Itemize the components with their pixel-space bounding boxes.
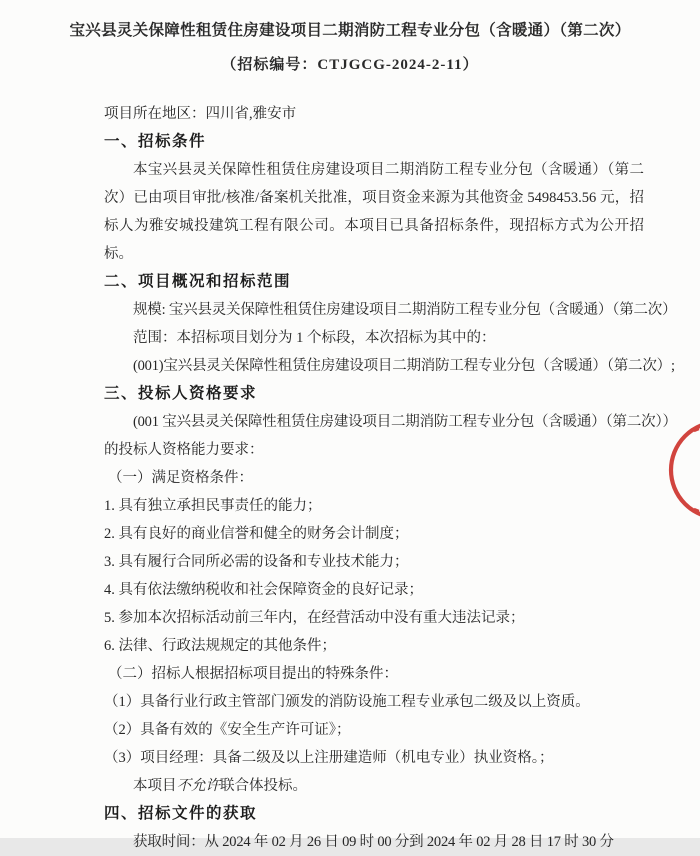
project-scope-line: 范围：本招标项目划分为 1 个标段，本次招标为其中的： — [133, 330, 496, 346]
obtain-time-line: 获取时间：从 2024 年 02 月 26 日 09 时 00 分到 2024 年 02 月 28 日 17 时 30 分 — [133, 834, 614, 850]
qualification-target-line2: 的投标人资格能力要求： — [104, 442, 264, 458]
special-condition-2: （2）具备有效的《安全生产许可证》； — [104, 722, 351, 738]
lot-001-line: (001)宝兴县灵关保障性租赁住房建设项目二期消防工程专业分包（含暖通）（第二次）; — [133, 358, 675, 374]
condition-item-3: 3. 具有履行合同所必需的设备和专业技术能力； — [104, 554, 409, 570]
condition-item-1: 1. 具有独立承担民事责任的能力； — [104, 498, 322, 514]
subsection-1-heading: （一）满足资格条件： — [108, 470, 253, 486]
condition-item-2: 2. 具有良好的商业信誉和健全的财务会计制度； — [104, 526, 409, 542]
consortium-note — [104, 772, 644, 800]
subsection-2-heading: （二）招标人根据招标项目提出的特殊条件： — [108, 666, 398, 682]
condition-item-6: 6. 法律、行政法规规定的其他条件； — [104, 638, 336, 654]
section-1-heading: 一、招标条件 — [104, 133, 207, 150]
document-title: 宝兴县灵关保障性租赁住房建设项目二期消防工程专业分包（含暖通）（第二次） — [69, 22, 631, 39]
condition-item-5: 5. 参加本次招标活动前三年内，在经营活动中没有重大违法记录； — [104, 610, 525, 626]
section-3-heading: 三、投标人资格要求 — [104, 385, 258, 402]
location-line: 项目所在地区：四川省,雅安市 — [104, 106, 297, 122]
consortium-note-suffix: 联合体投标。 — [220, 778, 307, 794]
consortium-note-prefix: 本项目 — [133, 778, 177, 794]
document-body — [104, 100, 677, 856]
tender-number: （招标编号：CTJGCG-2024-2-11） — [221, 57, 479, 73]
condition-item-4: 4. 具有依法缴纳税收和社会保障资金的良好记录； — [104, 582, 423, 598]
section-2-heading: 二、项目概况和招标范围 — [104, 273, 292, 290]
project-scale-line: 规模: 宝兴县灵关保障性租赁住房建设项目二期消防工程专业分包（含暖通）（第二次） — [133, 302, 677, 318]
seal-tick-bottom — [694, 509, 699, 511]
seal-arc — [671, 422, 700, 518]
seal-tick-top — [694, 429, 699, 431]
consortium-note-emphasis: 不允许 — [176, 778, 220, 794]
section-4-heading: 四、招标文件的获取 — [104, 805, 258, 822]
qualification-target-line1: (001 宝兴县灵关保障性租赁住房建设项目二期消防工程专业分包（含暖通）（第二次）） — [133, 414, 677, 430]
section-1-paragraph: 本宝兴县灵关保障性租赁住房建设项目二期消防工程专业分包（含暖通）（第二次）已由项目审批/核准/备案机关批准，项目资金来源为其他资金 5498453.56 元，招标人为雅安城投建筑工程有限公司。本项目已具备招标条件，现招标方式为公开招标。 — [104, 162, 644, 262]
special-condition-3: （3）项目经理：具备二级及以上注册建造师（机电专业）执业资格。； — [104, 750, 554, 766]
special-condition-1: （1）具备行业行政主管部门颁发的消防设施工程专业承包二级及以上资质。 — [104, 694, 590, 710]
